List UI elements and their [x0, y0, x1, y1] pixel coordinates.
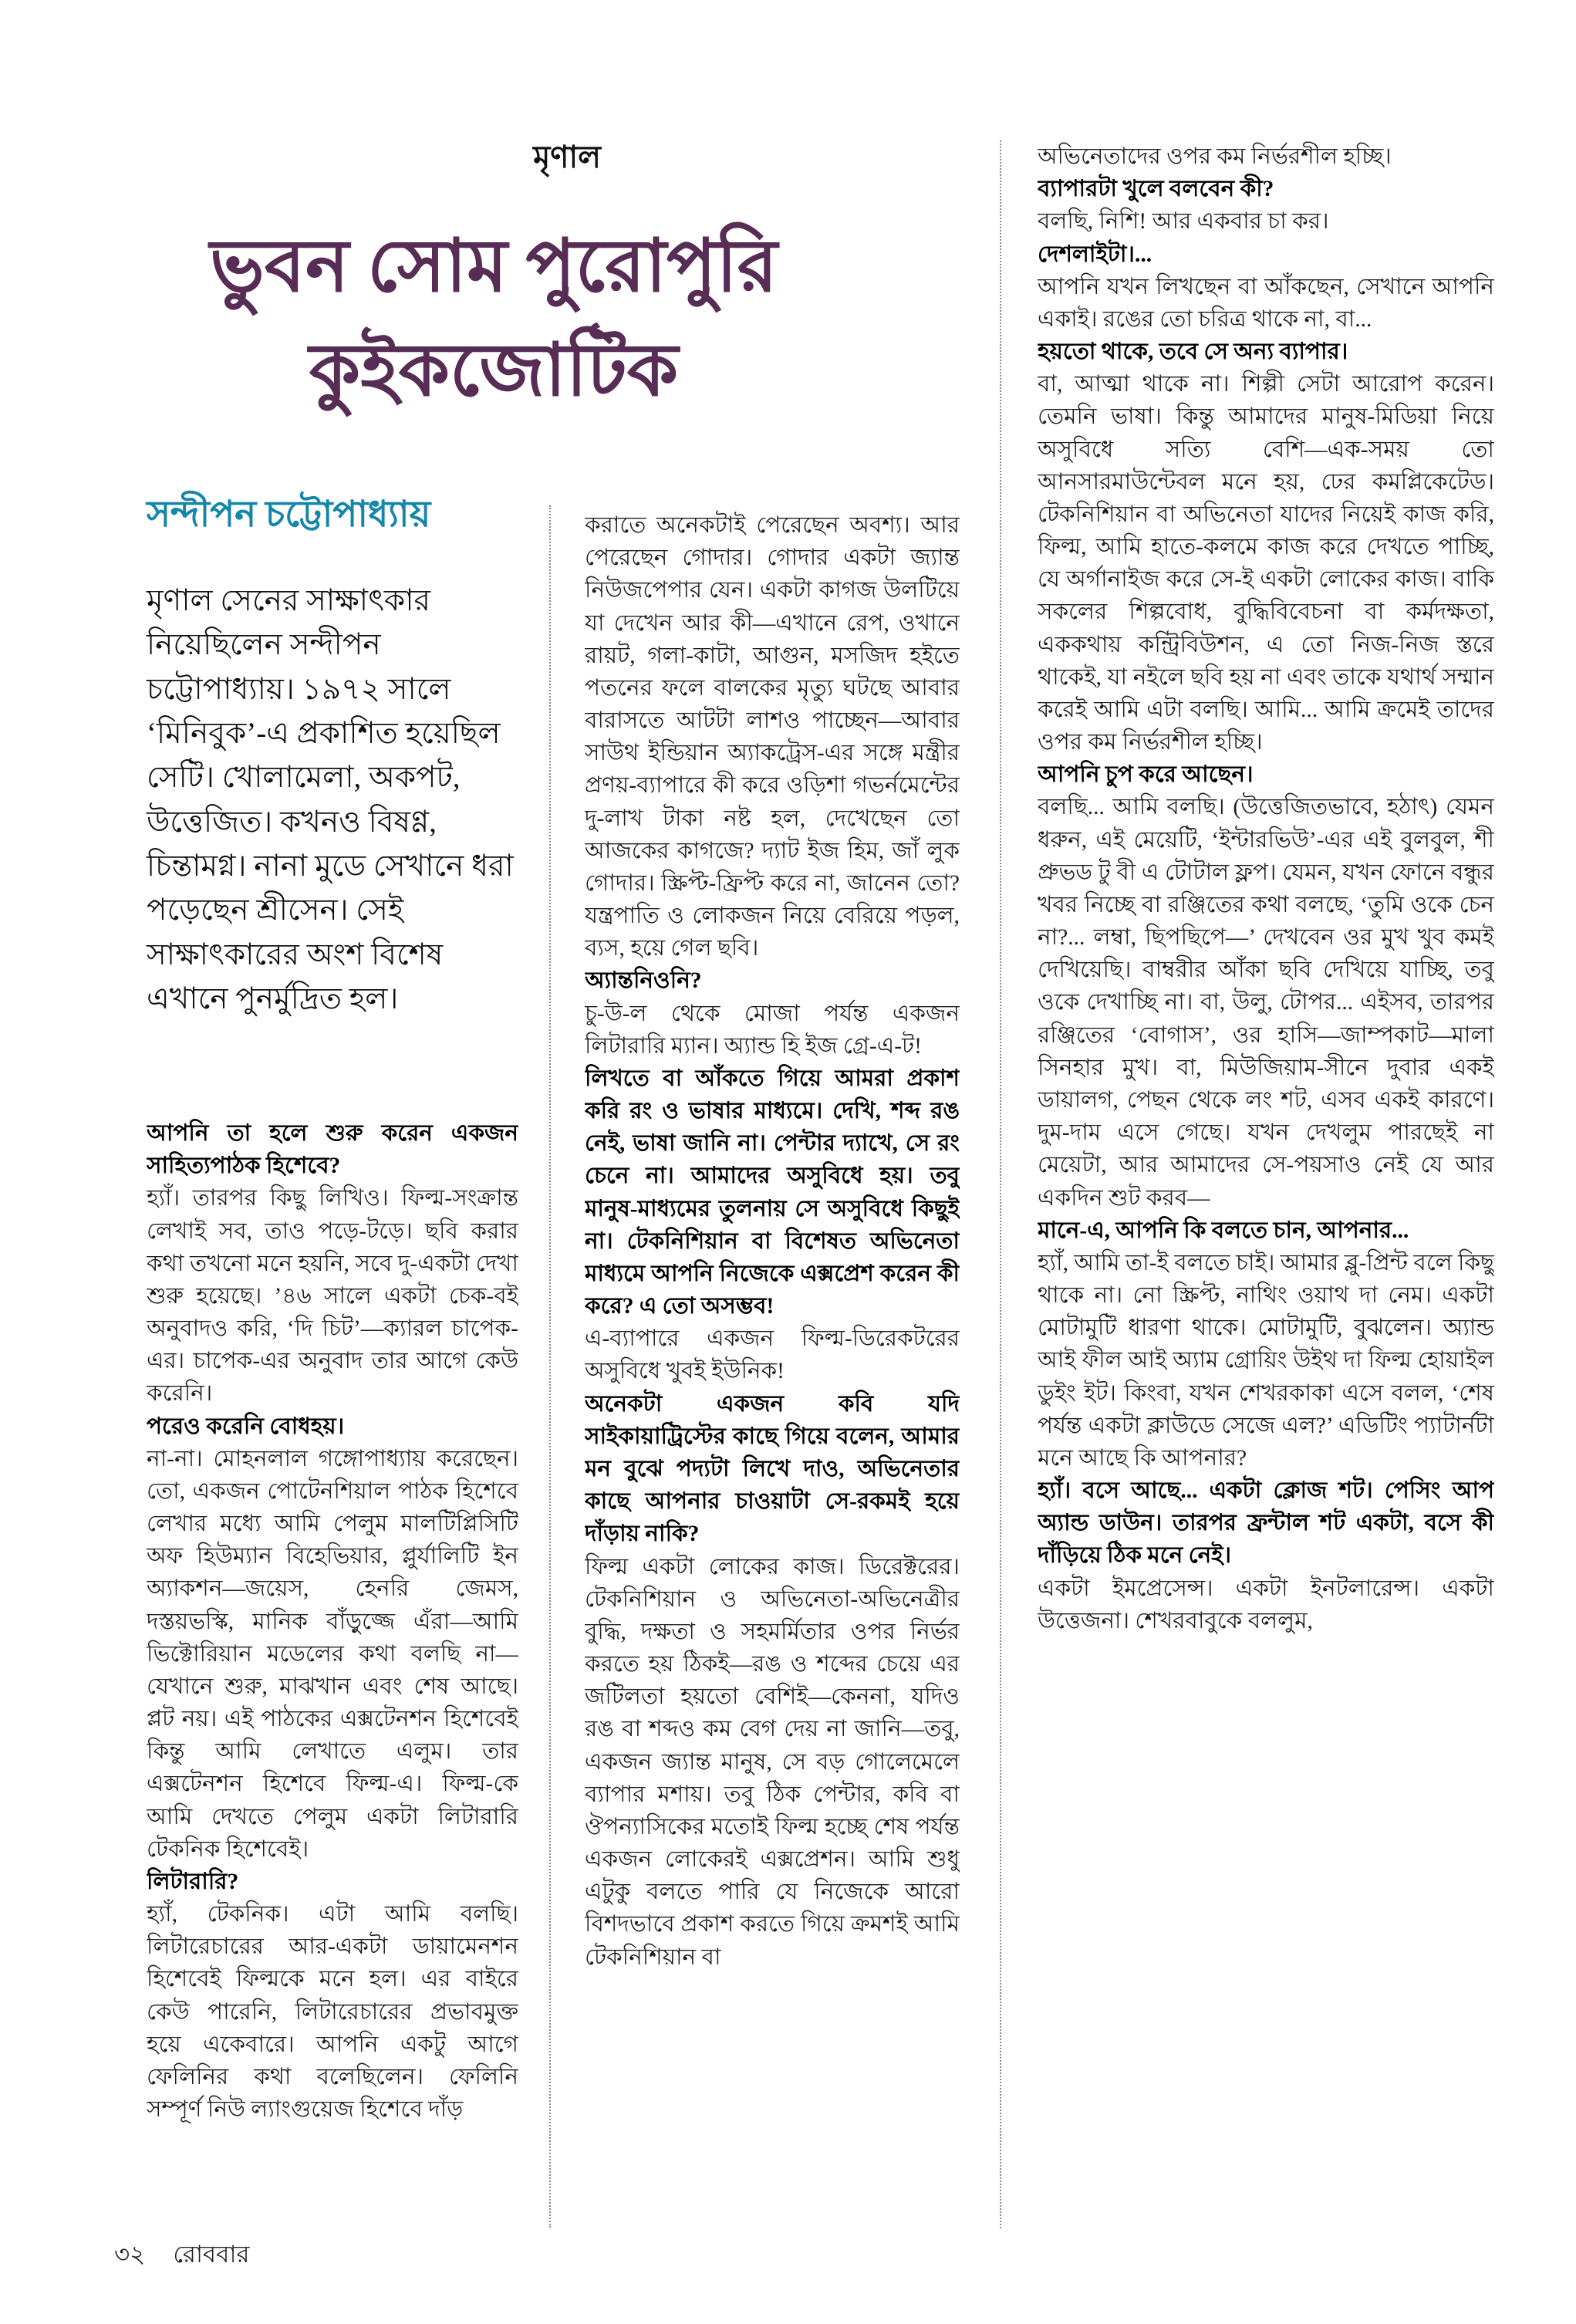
intro-paragraph: মৃণাল সেনের সাক্ষাৎকার নিয়েছিলেন সন্দীপন চট্টোপাধ্যায়। ১৯৭২ সালে ‘মিনিবুক’-এ প্রকাশিত হয়েছিল সেটি। খোলামেলা, অকপট, উত্তেজিত। কখনও বিষণ্ণ, চিন্তামগ্ন। নানা মুডে সেখানে ধরা পড়েছেন শ্রীসেন। সেই সাক্ষাৎকারের অংশ বিশেষ এখানে পুনর্মুদ্রিত হল। [147, 584, 514, 1015]
answer-paragraph: চু-উ-ল থেকে মোজা পর্যন্ত একজন লিটারারি ম্যান। অ্যান্ড হি ইজ গ্রে-এ-ট! [585, 1001, 960, 1059]
article-title-line2: কুইকজোটিক [309, 329, 679, 411]
question-paragraph: আপনি চুপ করে আছেন। [1038, 762, 1254, 788]
question-paragraph: পরেও করেনি বোধহয়। [147, 1414, 345, 1439]
byline: সন্দীপন চট্টোপাধ্যায় [147, 495, 431, 535]
question-paragraph: দেশলাইটা।... [1038, 242, 1152, 267]
article-column-3 [1038, 140, 1494, 2233]
article-column-1 [147, 1117, 518, 2228]
question-paragraph: অ্যান্তনিওনি? [585, 968, 702, 994]
answer-paragraph: ফিল্ম একটা লোকের কাজ। ডিরেক্টরের। টেকনিশিয়ান ও অভিনেতা-অভিনেত্রীর বুদ্ধি, দক্ষতা ও সহমর্মিতার ওপর নির্ভর করতে হয় ঠিকই—রঙ ও শব্দের চেয়ে এর জটিলতা হয়তো বেশিই—কেননা, যদিও রঙ বা শব্দও কম বেগ দেয় না জানি—তবু, একজন জ্যান্ত মানুষ, সে বড় গোলেমেলে ব্যাপার মশায়। তবু ঠিক পেন্টার, কবি বা ঔপন্যাসিকের মতোই ফিল্ম হচ্ছে শেষ পর্যন্ত একজন লোকেরই এক্সপ্রেশন। আমি শুধু এটুকু বলতে পারি যে নিজেকে আরো বিশদভাবে প্রকাশ করতে গিয়ে ক্রমশই আমি টেকনিশিয়ান বা [585, 1554, 960, 1970]
article-title [108, 214, 879, 423]
answer-paragraph: হ্যাঁ, আমি তা-ই বলতে চাই। আমার ব্লু-প্রিন্ট বলে কিছু থাকে না। নো স্ক্রিপ্ট, নাথিং ওয়াথ দা নেম। একটা মোটামুটি ধারণা থাকে। মোটামুটি, বুঝলেন। অ্যান্ড আই ফীল আই অ্যাম গ্রোয়িং উইথ দা ফিল্ম হোয়াইল ডুইং ইট। কিংবা, যখন শেখরকাকা এসে বলল, ‘শেষ পর্যন্ত একটা ক্লাউডে সেজে এল?’ এডিটিং প্যাটার্নটা মনে আছে কি আপনার? [1038, 1250, 1494, 1471]
column-divider [1000, 140, 1001, 2228]
page-number: ৩২ [114, 2241, 146, 2268]
magazine-name: রোববার [173, 2241, 250, 2268]
article-title-line1: ভুবন সোম পুরোপুরি [210, 225, 778, 307]
question-paragraph: লিখতে বা আঁকতে গিয়ে আমরা প্রকাশ করি রং ও ভাষার মাধ্যমে। দেখি, শব্দ রঙ নেই, ভাষা জানি না। পেন্টার দ্যাখে, সে রং চেনে না। আমাদের অসুবিধে হয়। তবু মানুষ-মাধ্যমের তুলনায় সে অসুবিধে কিছুই না। টেকনিশিয়ান বা বিশেষত অভিনেতা মাধ্যমে আপনি নিজেকে এক্সপ্রেশ করেন কী করে? এ তো অসম্ভব! [585, 1066, 960, 1319]
answer-paragraph: বলছি, নিশি! আর একবার চা কর। [1038, 209, 1329, 235]
answer-paragraph: এ-ব্যাপারে একজন ফিল্ম-ডিরেকটরের অসুবিধে খুবই ইউনিক! [585, 1326, 960, 1384]
question-paragraph: অনেকটা একজন কবি যদি সাইকায়াট্রিস্টের কাছে গিয়ে বলেন, আমার মন বুঝে পদ্যটা লিখে দাও, অভিনেতার কাছে আপনার চাওয়াটা সে-রকমই হয়ে দাঁড়ায় নাকি? [585, 1391, 960, 1547]
question-paragraph: আপনি তা হলে শুরু করেন একজন সাহিত্যপাঠক হিশেবে? [147, 1121, 518, 1179]
column-divider [549, 505, 551, 2228]
answer-paragraph: অভিনেতাদের ওপর কম নির্ভরশীল হচ্ছি। [1038, 144, 1392, 169]
answer-paragraph: না-না। মোহনলাল গঙ্গোপাধ্যায় করেছেন। তো, একজন পোটেনশিয়াল পাঠক হিশেবে লেখার মধ্যে আমি পেলুম মালটিপ্লিসিটি অফ হিউম্যান বিহেভিয়ার, প্লুর্যালিটি ইন অ্যাকশন—জয়েস, হেনরি জেমস, দস্তয়ভস্কি, মানিক বাঁড়ুজ্জে এঁরা—আমি ভিক্টোরিয়ান মডেলের কথা বলছি না—যেখানে শুরু, মাঝখান এবং শেষ আছে। প্লট নয়। এই পাঠকের এক্সটেনশন হিশেবেই কিন্তু আমি লেখাতে এলুম। তার এক্সটেনশন হিশেবে ফিল্ম-এ। ফিল্ম-কে আমি দেখতে পেলুম একটা লিটারারি টেকনিক হিশেবেই। [147, 1446, 518, 1862]
answer-paragraph: একটা ইমপ্রেসেন্স। একটা ইনটলারেন্স। একটা উত্তেজনা। শেখরবাবুকে বললুম, [1038, 1576, 1494, 1633]
answer-paragraph: বা, আত্মা থাকে না। শিল্পী সেটা আরোপ করেন। তেমনি ভাষা। কিন্তু আমাদের মানুষ-মিডিয়া নিয়ে অসুবিধে সত্যি বেশি—এক-সময় তো আনসারমাউন্টেবল মনে হয়, ঢের কমপ্লিকেটেড। টেকনিশিয়ান বা অভিনেতা যাদের নিয়েই কাজ করি, ফিল্ম, আমি হাতে-কলমে কাজ করে দেখতে পাচ্ছি, যে অর্গানাইজ করে সে-ই একটা লোকের কাজ। বাকি সকলের শিল্পবোধ, বুদ্ধিবিবেচনা বা কর্মদক্ষতা, এককথায় কন্ট্রিবিউশন, এ তো নিজ-নিজ স্তরে থাকেই, যা নইলে ছবি হয় না এবং তাকে যথার্থ সম্মান করেই আমি এটা বলছি। আমি... আমি ক্রমেই তাদের ওপর কম নির্ভরশীল হচ্ছি। [1038, 372, 1494, 755]
question-paragraph: হয়তো থাকে, তবে সে অন্য ব্যাপার। [1038, 339, 1348, 365]
answer-paragraph: আপনি যখন লিখছেন বা আঁকছেন, সেখানে আপনি একাই। রঙের তো চরিত্র থাকে না, বা... [1038, 274, 1494, 332]
page-footer [114, 2236, 249, 2276]
question-paragraph: ব্যাপারটা খুলে বলবেন কী? [1038, 177, 1274, 202]
answer-paragraph: হ্যাঁ। তারপর কিছু লিখিও। ফিল্ম-সংক্রান্ত লেখাই সব, তাও পড়ে-টড়ে। ছবি করার কথা তখনো মনে হয়নি, সবে দু-একটা দেখা শুরু হয়েছে। ’৪৬ সালে একটা চেক-বই অনুবাদও করি, ‘দি চিট’—ক্যারল চাপেক-এর। চাপেক-এর অনুবাদ তার আগে কেউ করেনি। [147, 1186, 518, 1407]
question-paragraph: মানে-এ, আপনি কি বলতে চান, আপনার... [1038, 1218, 1409, 1243]
article-column-2 [585, 509, 960, 2230]
answer-paragraph: করাতে অনেকটাই পেরেছেন অবশ্য। আর পেরেছেন গোদার। গোদার একটা জ্যান্ত নিউজপেপার যেন। একটা কাগজ উলটিয়ে যা দেখেন আর কী—এখানে রেপ, ওখানে রায়ট, গলা-কাটা, আগুন, মসজিদ হইতে পতনের ফলে বালকের মৃত্যু ঘটছে আবার বারাসতে আটটা লাশও পাচ্ছেন—আবার সাউথ ইন্ডিয়ান অ্যাকট্রেস-এর সঙ্গে মন্ত্রীর প্রণয়-ব্যাপারে কী করে ওড়িশা গভর্নমেন্টের দু-লাখ টাকা নষ্ট হল, দেখেছেন তো আজকের কাগজে? দ্যাট ইজ হিম, জাঁ লুক গোদার। স্ক্রিপ্ট-ফ্রিপ্ট করে না, জানেন তো? যন্ত্রপাতি ও লোকজন নিয়ে বেরিয়ে পড়ল, ব্যস, হয়ে গেল ছবি। [585, 513, 960, 961]
kicker: মৃণাল [533, 140, 601, 174]
question-paragraph: হ্যাঁ। বসে আছে... একটা ক্লোজ শট। পেসিং আপ অ্যান্ড ডাউন। তারপর ফ্রন্টাল শট একটা, বসে কী দাঁড়িয়ে ঠিক মনে নেই। [1038, 1478, 1494, 1569]
answer-paragraph: হ্যাঁ, টেকনিক। এটা আমি বলছি। লিটারেচারের আর-একটা ডায়ামেনশন হিশেবেই ফিল্মকে মনে হল। এর বাইরে কেউ পারেনি, লিটারেচারের প্রভাবমুক্ত হয়ে একেবারে। আপনি একটু আগে ফেলিনির কথা বলেছিলেন। ফেলিনি সম্পূর্ণ নিউ ল্যাংগুয়েজ হিশেবে দাঁড় [147, 1902, 518, 2123]
question-paragraph: লিটারারি? [147, 1869, 239, 1894]
answer-paragraph: বলছি... আমি বলছি। (উত্তেজিতভাবে, হঠাৎ) যেমন ধরুন, এই মেয়েটি, ‘ইন্টারভিউ’-এর এই বুলবুল, শী প্রুভড টু বী এ টোটাল ফ্লপ। যেমন, যখন ফোনে বন্ধুর খবর নিচ্ছে বা রঞ্জিতের কথা বলছে, ‘তুমি ওকে চেন না?... লম্বা, ছিপছিপে—’ দেখবেন ওর মুখ খুব কমই দেখিয়েছি। বাম্বরীর আঁকা ছবি দেখিয়ে যাচ্ছি, তবু ওকে দেখাচ্ছি না। বা, উলু, টোপর... এইসব, তারপর রঞ্জিতের ‘বোগাস’, ওর হাসি—জাম্পকাট—মালা সিনহার মুখ। বা, মিউজিয়াম-সীনে দুবার একই ডায়ালগ, পেছন থেকে লং শট, এসব একই কারণে। দুম-দাম এসে গেছে। যখন দেখলুম পারছেই না মেয়েটা, আর আমাদের সে-পয়সাও নেই যে আর একদিন শুট করব— [1038, 795, 1494, 1211]
